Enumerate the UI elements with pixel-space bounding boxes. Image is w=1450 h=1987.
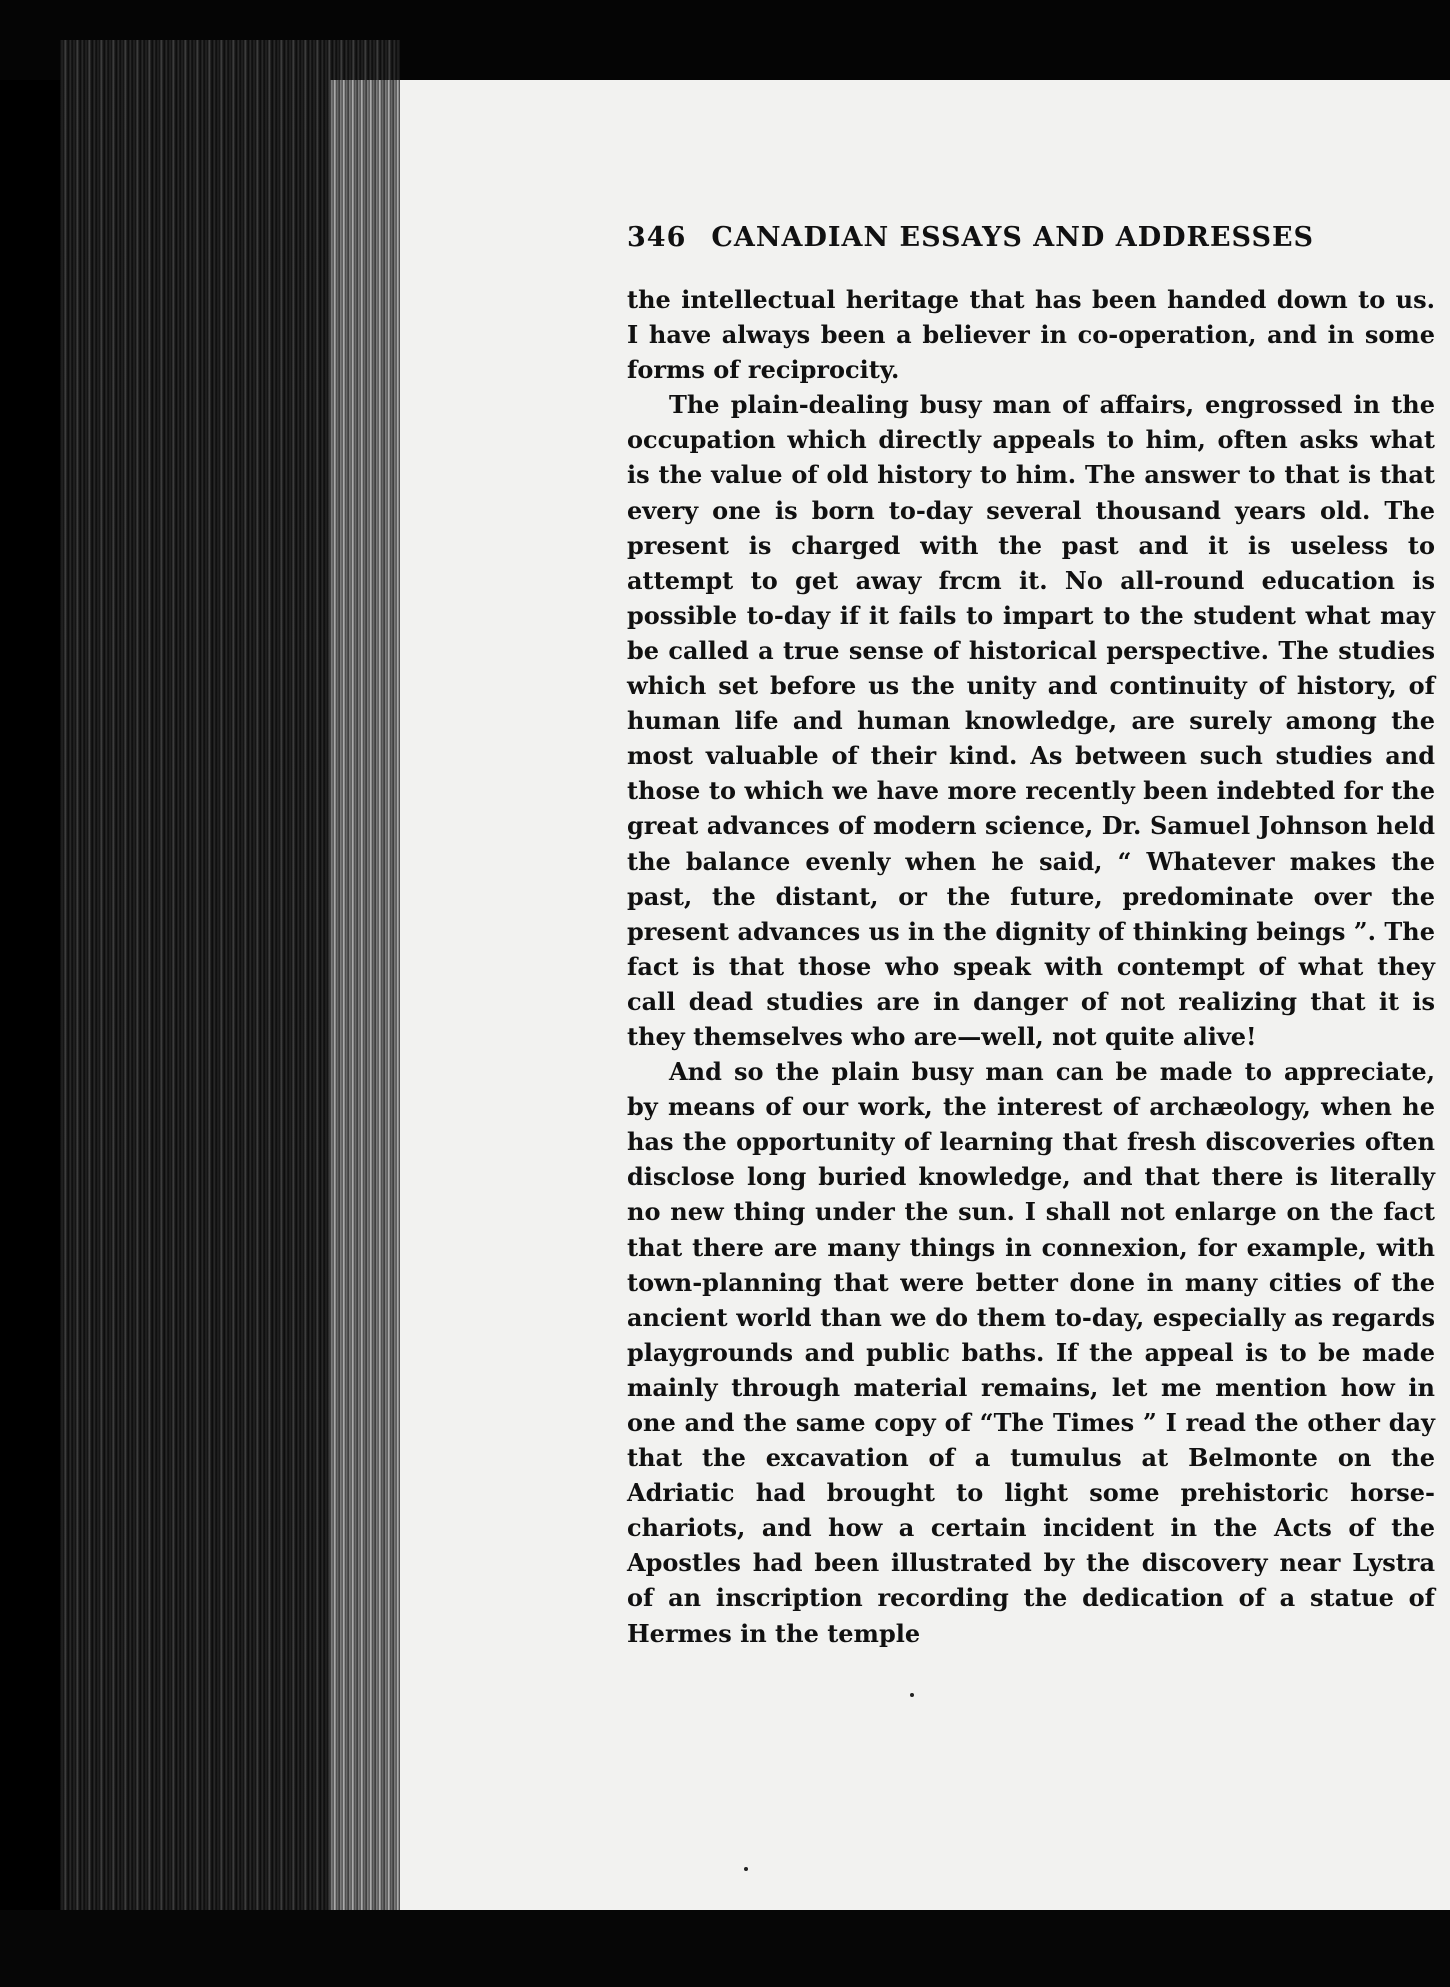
paragraph: And so the plain busy man can be made to appreciate, by means of our work, the interest of archæology, when he has the opportunity of learning that fresh discoveries often disclose long buried knowledge, and that there is literally no new thing under the sun. I shall not enlarge on the fact that there are many things in connexion, for example, with town-planning that were better done in many cities of the ancient world than we do them to-day, especially as regards playgrounds and public baths. If the appeal is to be made mainly through material remains, let me mention how in one and the same copy of “The Times ” I read the other day that the excavation of a tumulus at Belmonte on the Adriatic had brought to light some prehistoric horse-chariots, and how a certain incident in the Acts of the Apostles had been illustrated by the discovery near Lystra of an inscription recording the dedication of a statue of Hermes in the temple (627, 1057, 1435, 1648)
running-title: CANADIAN ESSAYS AND ADDRESSES (711, 222, 1315, 253)
body-text (627, 282, 1435, 1651)
paragraph: The plain-dealing busy man of affairs, engrossed in the occupation which directly appeals to him, often asks what is the value of old history to him. The answer to that is that every one is born to-day several thousand years old. The present is charged with the past and it is useless to attempt to get away frcm it. No all-round education is possible to-day if it fails to impart to the student what may be called a true sense of historical perspective. The studies which set before us the unity and continuity of history, of human life and human knowledge, are surely among the most valuable of their kind. As between such studies and those to which we have more recently been indebted for the great advances of modern science, Dr. Samuel Johnson held the balance evenly when he said, “ Whatever makes the past, the distant, or the future, predominate over the present advances us in the dignity of thinking beings ”. The fact is that those who speak with contempt of what they call dead studies are in danger of not realizing that it is they themselves who are—well, not quite alive! (627, 390, 1435, 1051)
scan-speck (910, 1693, 914, 1697)
running-header (627, 222, 1427, 253)
paragraph-continued: the intellectual heritage that has been handed down to us. I have always been a believer in co-operation, and in some forms of reciprocity. (627, 285, 1435, 385)
book-spine-edge (330, 80, 400, 1910)
scan-bottom-border (0, 1910, 1450, 1987)
page-number: 346 (627, 222, 687, 253)
scan-speck (744, 1867, 748, 1871)
